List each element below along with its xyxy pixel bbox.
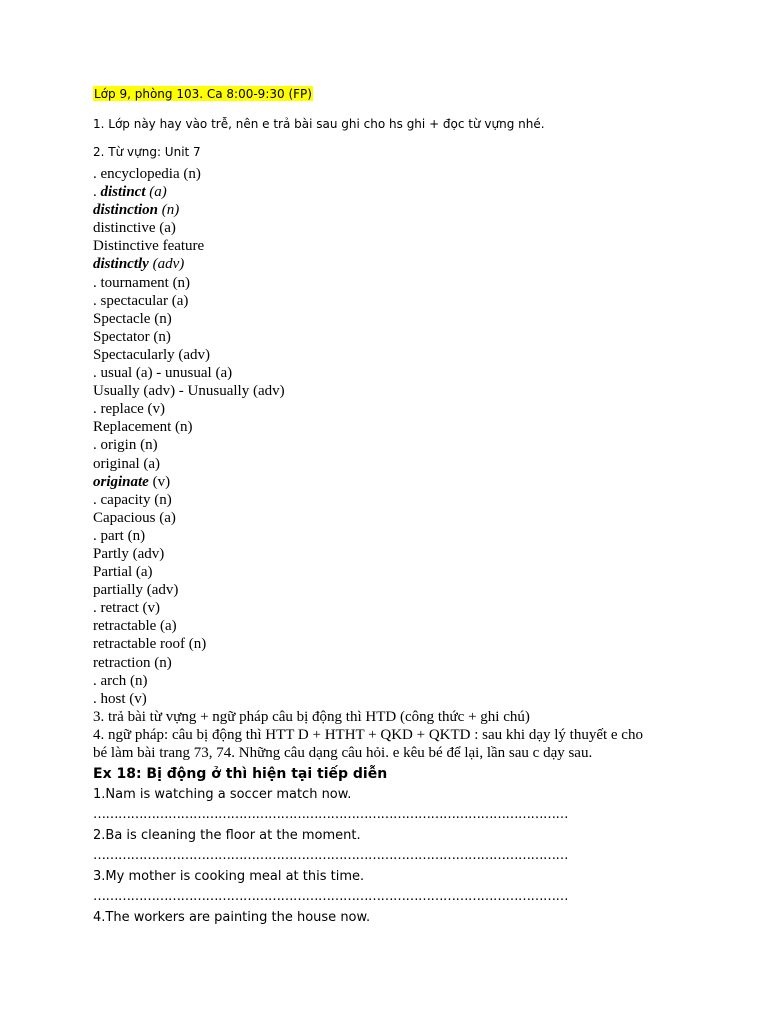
vocab-item: retractable roof (n) — [93, 636, 207, 653]
vocab-item: Partly (adv) — [93, 545, 165, 562]
vocab-item: . distinct (a) — [93, 184, 167, 201]
note-2: 2. Từ vựng: Unit 7 — [93, 145, 201, 159]
vocab-item: . spectacular (a) — [93, 292, 189, 309]
vocab-item: . host (v) — [93, 690, 147, 707]
vocab-item: . retract (v) — [93, 600, 161, 617]
vocab-item: . arch (n) — [93, 672, 148, 689]
vocab-item: . replace (v) — [93, 401, 166, 418]
vocab-item: Spectacle (n) — [93, 310, 172, 327]
vocab-item: originate (v) — [93, 473, 171, 490]
vocab-item: distinction (n) — [93, 202, 180, 219]
vocab-item: distinctive (a) — [93, 220, 176, 237]
vocab-item: Replacement (n) — [93, 419, 193, 436]
vocab-item: distinctly (adv) — [93, 256, 185, 273]
note-3: 3. trả bài từ vựng + ngữ pháp câu bị động thì HTD (công thức + ghi chú) — [93, 708, 530, 725]
answer-line: …………………………………………………………………………………………………… — [93, 807, 568, 823]
vocab-item: . origin (n) — [93, 437, 158, 454]
vocab-item: . usual (a) - unusual (a) — [93, 365, 233, 382]
vocab-item: Usually (adv) - Unusually (adv) — [93, 383, 285, 400]
vocab-list — [93, 165, 713, 762]
exercise-body — [93, 787, 713, 930]
class-info-highlight: Lớp 9, phòng 103. Ca 8:00-9:30 (FP) — [94, 87, 312, 101]
answer-line: …………………………………………………………………………………………………… — [93, 848, 568, 864]
vocab-item: Capacious (a) — [93, 509, 176, 526]
exercise-item: 4.The workers are painting the house now. — [93, 910, 371, 926]
vocab-item: Partial (a) — [93, 564, 153, 581]
vocab-item: original (a) — [93, 455, 161, 472]
vocab-item: Spectator (n) — [93, 328, 171, 345]
vocab-item: partially (adv) — [93, 582, 179, 599]
note-1: 1. Lớp này hay vào trễ, nên e trả bài sau ghi cho hs ghi + đọc từ vựng nhé. — [93, 117, 545, 131]
vocab-item: Spectacularly (adv) — [93, 346, 211, 363]
document-page — [93, 86, 713, 930]
note-4-line-2: bé làm bài trang 73, 74. Những câu dạng câu hỏi. e kêu bé để lại, lần sau c dạy sau. — [93, 745, 593, 761]
vocab-item: Distinctive feature — [93, 238, 205, 255]
vocab-item: . capacity (n) — [93, 491, 172, 508]
exercise-title: Ex 18: Bị động ở thì hiện tại tiếp diễn — [93, 766, 388, 783]
vocab-item: retraction (n) — [93, 654, 172, 671]
exercise-item: 1.Nam is watching a soccer match now. — [93, 787, 352, 803]
vocab-item: . encyclopedia (n) — [93, 166, 201, 182]
class-info-line — [93, 86, 713, 101]
exercise-item: 2.Ba is cleaning the floor at the moment. — [93, 828, 361, 844]
vocab-item: . part (n) — [93, 527, 146, 544]
note-4-line-1: 4. ngữ pháp: câu bị động thì HTT D + HTHT + QKD + QKTD : sau khi dạy lý thuyết e cho — [93, 726, 643, 743]
vocab-item: retractable (a) — [93, 618, 177, 635]
vocab-item: . tournament (n) — [93, 274, 191, 291]
exercise-item: 3.My mother is cooking meal at this time. — [93, 869, 365, 885]
answer-line: …………………………………………………………………………………………………… — [93, 889, 568, 905]
